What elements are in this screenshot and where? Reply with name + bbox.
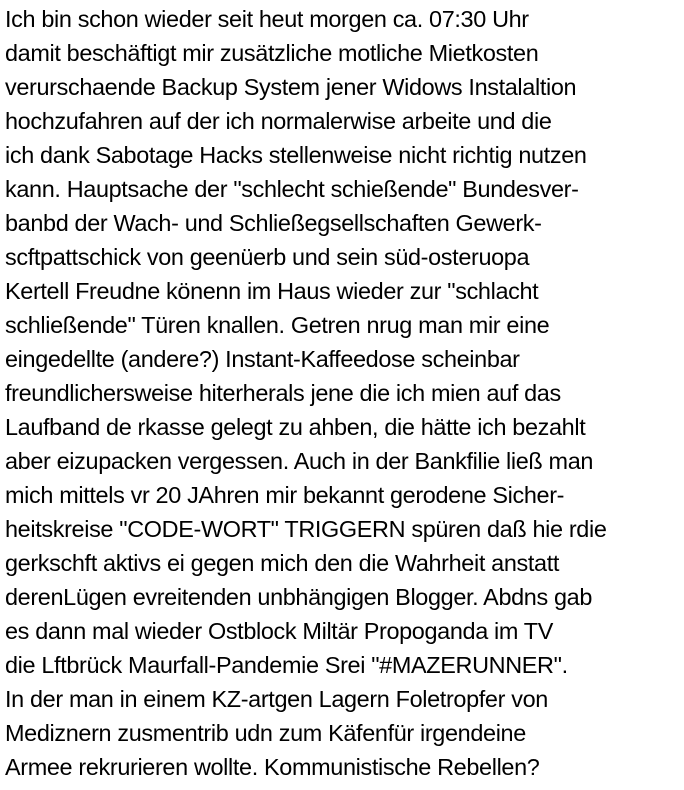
text-line-1: Ich bin schon wieder seit heut morgen ca. 07:30 Uhr: [5, 6, 529, 32]
text-line-11: eingedellte (andere?) Instant-Kaffeedose scheinbar: [5, 346, 520, 372]
text-line-3: verurschaende Backup System jener Widows Instalaltion: [5, 74, 577, 100]
text-line-5: ich dank Sabotage Hacks stellenweise nicht richtig nutzen: [5, 142, 587, 168]
document-text: [5, 2, 684, 784]
text-line-17: gerkschft aktivs ei gegen mich den die Wahrheit anstatt: [5, 550, 560, 576]
text-line-14: aber eizupacken vergessen. Auch in der Bankfilie ließ man: [5, 448, 594, 474]
text-line-4: hochzufahren auf der ich normalerwise arbeite und die: [5, 108, 552, 134]
text-line-19: es dann mal wieder Ostblock Miltär Propoganda im TV: [5, 618, 554, 644]
text-line-21: In der man in einem KZ-artgen Lagern Foletropfer von: [5, 686, 548, 712]
text-line-13: Laufband de rkasse gelegt zu ahben, die hätte ich bezahlt: [5, 414, 586, 440]
text-line-10: schließende" Türen knallen. Getren nrug man mir eine: [5, 312, 550, 338]
text-line-20: die Lftbrück Maurfall-Pandemie Srei "#MAZERUNNER".: [5, 652, 568, 678]
text-line-8: scftpattschick von geenüerb und sein süd-osteruopa: [5, 244, 530, 270]
text-line-23: Armee rekrurieren wollte. Kommunistische Rebellen?: [5, 754, 540, 780]
text-line-9: Kertell Freudne könenn im Haus wieder zur "schlacht: [5, 278, 539, 304]
text-line-15: mich mittels vr 20 JAhren mir bekannt gerodene Sicher-: [5, 482, 565, 508]
text-line-2: damit beschäftigt mir zusätzliche motliche Mietkosten: [5, 40, 539, 66]
text-line-22: Mediznern zusmentrib udn zum Käfenfür irgendeine: [5, 720, 526, 746]
text-line-18: derenLügen evreitenden unbhängigen Blogger. Abdns gab: [5, 584, 593, 610]
text-line-12: freundlichersweise hiterherals jene die ich mien auf das: [5, 380, 561, 406]
text-line-7: banbd der Wach- und Schließegsellschaften Gewerk-: [5, 210, 542, 236]
text-line-6: kann. Hauptsache der "schlecht schießende" Bundesver-: [5, 176, 579, 202]
text-line-16: heitskreise "CODE-WORT" TRIGGERN spüren daß hie rdie: [5, 516, 607, 542]
